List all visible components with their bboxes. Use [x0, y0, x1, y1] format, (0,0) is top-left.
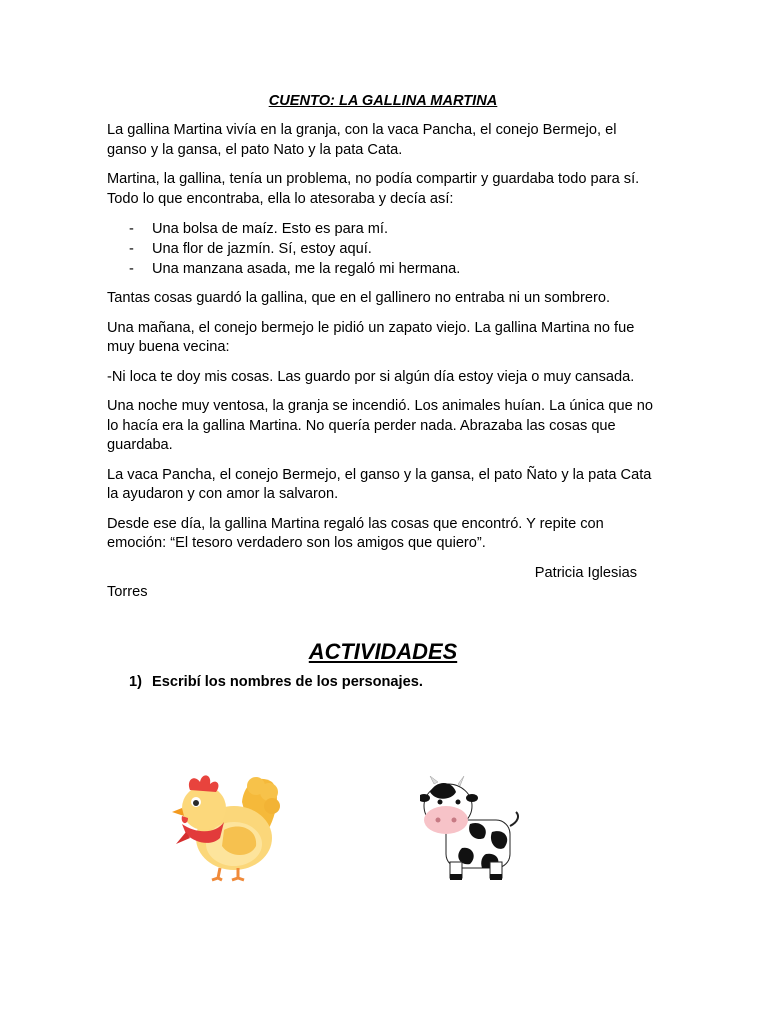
hen-illustration: [172, 772, 280, 882]
story-paragraph-5: -Ni loca te doy mis cosas. Las guardo por si algún día estoy vieja o muy cansada.: [107, 368, 635, 385]
story-paragraph-4: Una mañana, el conejo bermejo le pidió un zapato viejo. La gallina Martina no fue muy buena vecina:: [107, 319, 635, 355]
story-list: [107, 219, 659, 279]
story-paragraph-2: Martina, la gallina, tenía un problema, no podía compartir y guardaba todo para sí. Todo lo que encontraba, ella lo atesoraba y decía así:: [107, 171, 640, 207]
list-item: - Una manzana asada, me la regaló mi hermana.: [129, 259, 659, 279]
question-text: Escribí los nombres de los personajes.: [152, 674, 423, 690]
list-item: - Una flor de jazmín. Sí, estoy aquí.: [129, 239, 659, 259]
question-number: 1): [129, 674, 142, 690]
story-paragraph-7: La vaca Pancha, el conejo Bermejo, el ganso y la gansa, el pato Ñato y la pata Cata la ayudaron y con amor la salvaron.: [107, 466, 652, 502]
author-signature: [107, 564, 659, 603]
story-paragraph-6: Una noche muy ventosa, la granja se incendió. Los animales huían. La única que no lo hacía era la gallina Martina. No quería perder nada. Abrazaba las cosas que guardaba.: [107, 398, 654, 453]
story-title: CUENTO: LA GALLINA MARTINA: [268, 93, 498, 109]
story-paragraph-3: Tantas cosas guardó la gallina, que en el gallinero no entraba ni un sombrero.: [107, 290, 610, 306]
story-paragraph-8: Desde ese día, la gallina Martina regaló las cosas que encontró. Y repite con emoción: “El tesoro verdadero son los amigos que quiero”.: [107, 515, 604, 551]
activities-title: ACTIVIDADES: [308, 639, 458, 664]
author-name: Patricia Iglesias: [534, 564, 637, 581]
document-page: [107, 92, 659, 690]
story-paragraph-1: La gallina Martina vivía en la granja, con la vaca Pancha, el conejo Bermejo, el ganso y la gansa, el pato Nato y la pata Cata.: [107, 122, 617, 158]
cow-illustration: [420, 776, 520, 882]
list-item: - Una bolsa de maíz. Esto es para mí.: [129, 219, 659, 239]
activity-question-1: [129, 673, 423, 692]
author-surname: Torres: [107, 584, 148, 600]
